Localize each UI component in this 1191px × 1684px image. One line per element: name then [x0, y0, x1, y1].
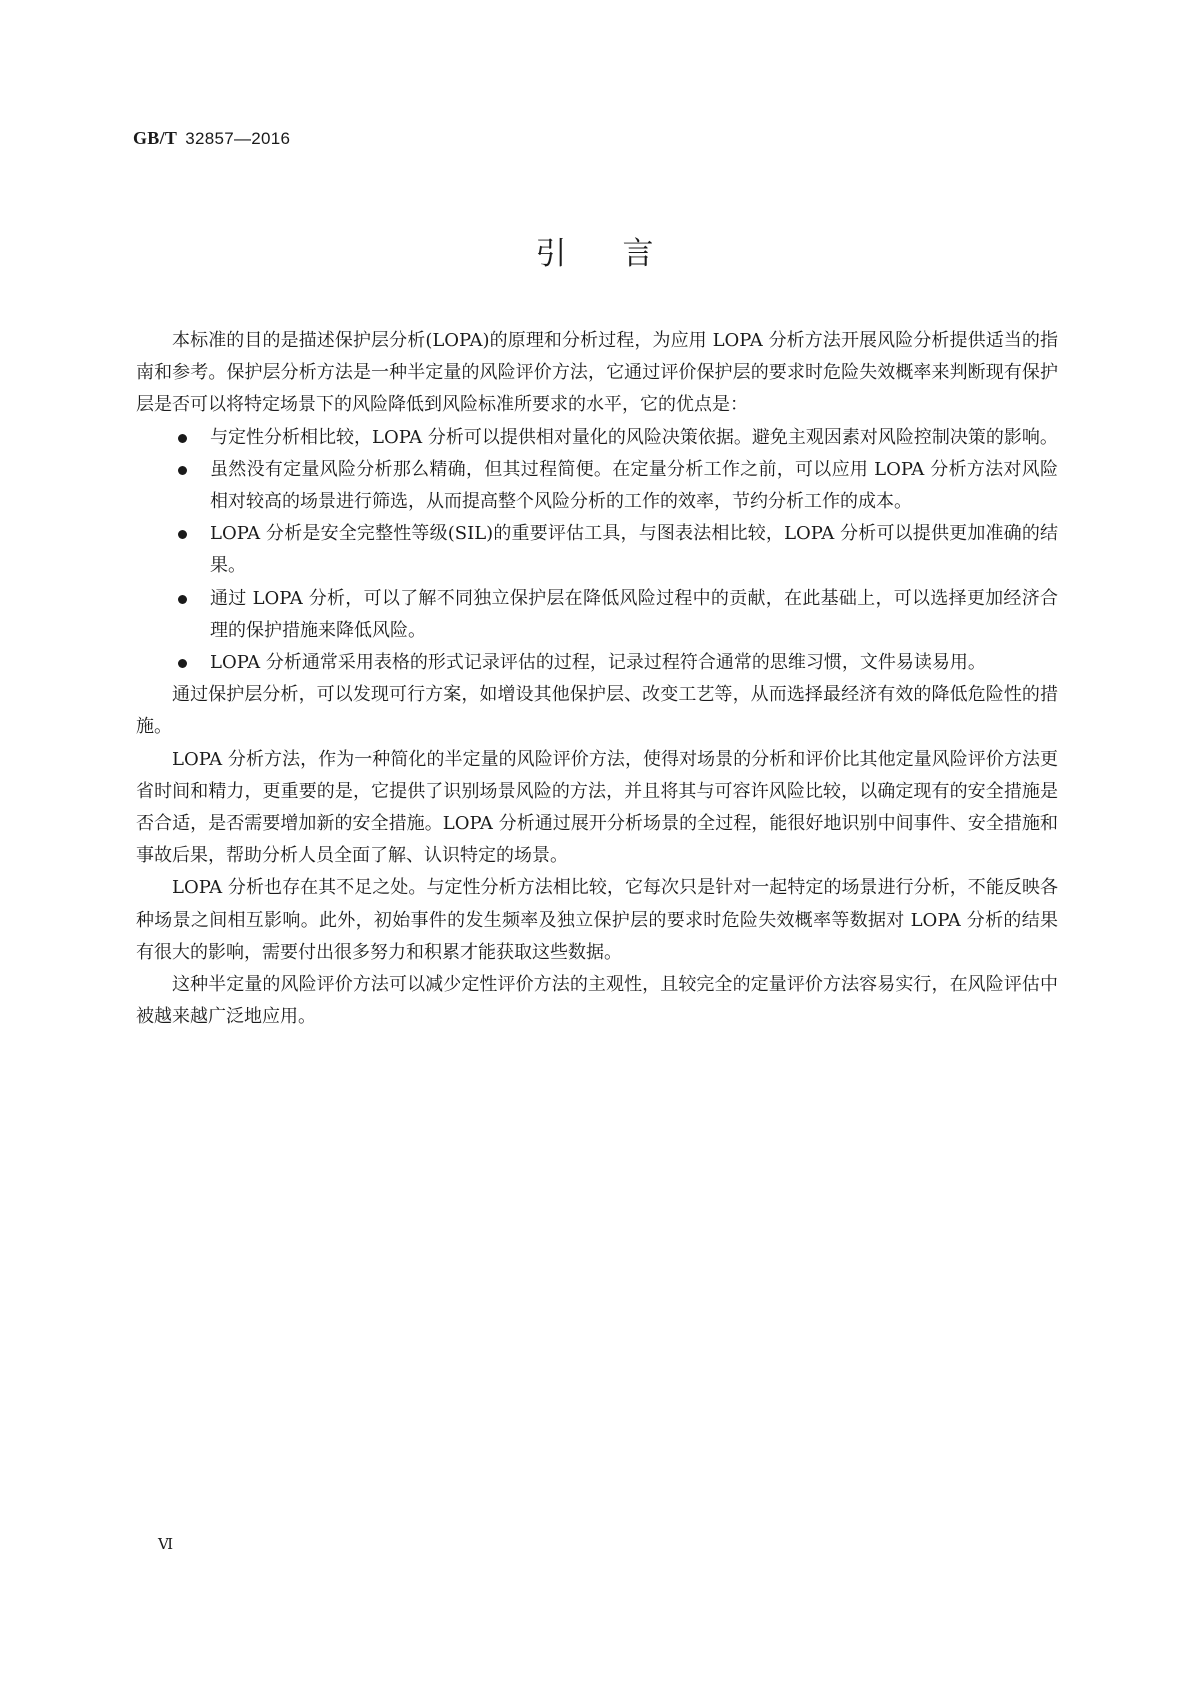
advantages-list [173, 422, 1058, 680]
list-item-text: 通过 LOPA 分析，可以了解不同独立保护层在降低风险过程中的贡献，在此基础上，可以选择更加经济合理的保护措施来降低风险。 [210, 587, 1058, 641]
bullet-icon [178, 434, 187, 443]
list-item-text: 与定性分析相比较，LOPA 分析可以提供相对量化的风险决策依据。避免主观因素对风险控制决策的影响。 [210, 426, 1058, 448]
body-paragraph: 通过保护层分析，可以发现可行方案，如增设其他保护层、改变工艺等，从而选择最经济有效的降低危险性的措施。 [136, 684, 1058, 738]
page-number: Ⅵ [158, 1537, 174, 1553]
page-title [0, 228, 1191, 273]
bullet-icon [178, 466, 187, 475]
bullet-icon [178, 659, 187, 668]
list-item [173, 454, 1058, 518]
page-title-char-1: 引 [535, 236, 569, 272]
bullet-icon [178, 530, 187, 539]
list-item [173, 583, 1058, 647]
list-item-text: LOPA 分析通常采用表格的形式记录评估的过程，记录过程符合通常的思维习惯，文件易读易用。 [210, 652, 986, 674]
bullet-icon [178, 595, 187, 604]
list-item-text: LOPA 分析是安全完整性等级(SIL)的重要评估工具，与图表法相比较，LOPA 分析可以提供更加准确的结果。 [210, 523, 1058, 577]
intro-paragraph: 本标准的目的是描述保护层分析(LOPA)的原理和分析过程，为应用 LOPA 分析方法开展风险分析提供适当的指南和参考。保护层分析方法是一种半定量的风险评价方法，它通过评价保护层的要求时危险失效概率来判断现有保护层是否可以将特定场景下的风险降低到风险标准所要求的水平，它的优点是： [136, 330, 1058, 416]
list-item [173, 518, 1058, 582]
list-item [173, 647, 1058, 679]
introduction-body [136, 325, 1058, 1033]
list-item-text: 虽然没有定量风险分析那么精确，但其过程简便。在定量分析工作之前，可以应用 LOPA 分析方法对风险相对较高的场景进行筛选，从而提高整个风险分析的工作的效率，节约分析工作的成本。 [210, 458, 1058, 513]
standard-prefix: GB/T [133, 128, 178, 148]
body-paragraph: LOPA 分析方法，作为一种简化的半定量的风险评价方法，使得对场景的分析和评价比其他定量风险评价方法更省时间和精力，更重要的是，它提供了识别场景风险的方法，并且将其与可容许风险比较，以确定现有的安全措施是否合适，是否需要增加新的安全措施。LOPA 分析通过展开分析场景的全过程，能很好地识别中间事件、安全措施和事故后果，帮助分析人员全面了解、认识特定的场景。 [136, 748, 1058, 867]
body-paragraph: 这种半定量的风险评价方法可以减少定性评价方法的主观性，且较完全的定量评价方法容易实行，在风险评估中被越来越广泛地应用。 [136, 974, 1058, 1028]
page-title-char-2: 言 [622, 236, 656, 272]
body-paragraph: LOPA 分析也存在其不足之处。与定性分析方法相比较，它每次只是针对一起特定的场景进行分析，不能反映各种场景之间相互影响。此外，初始事件的发生频率及独立保护层的要求时危险失效概率等数据对 LOPA 分析的结果有很大的影响，需要付出很多努力和积累才能获取这些数据。 [136, 877, 1058, 963]
standard-code [133, 128, 290, 149]
list-item [173, 422, 1058, 454]
standard-number: 32857—2016 [185, 129, 291, 148]
